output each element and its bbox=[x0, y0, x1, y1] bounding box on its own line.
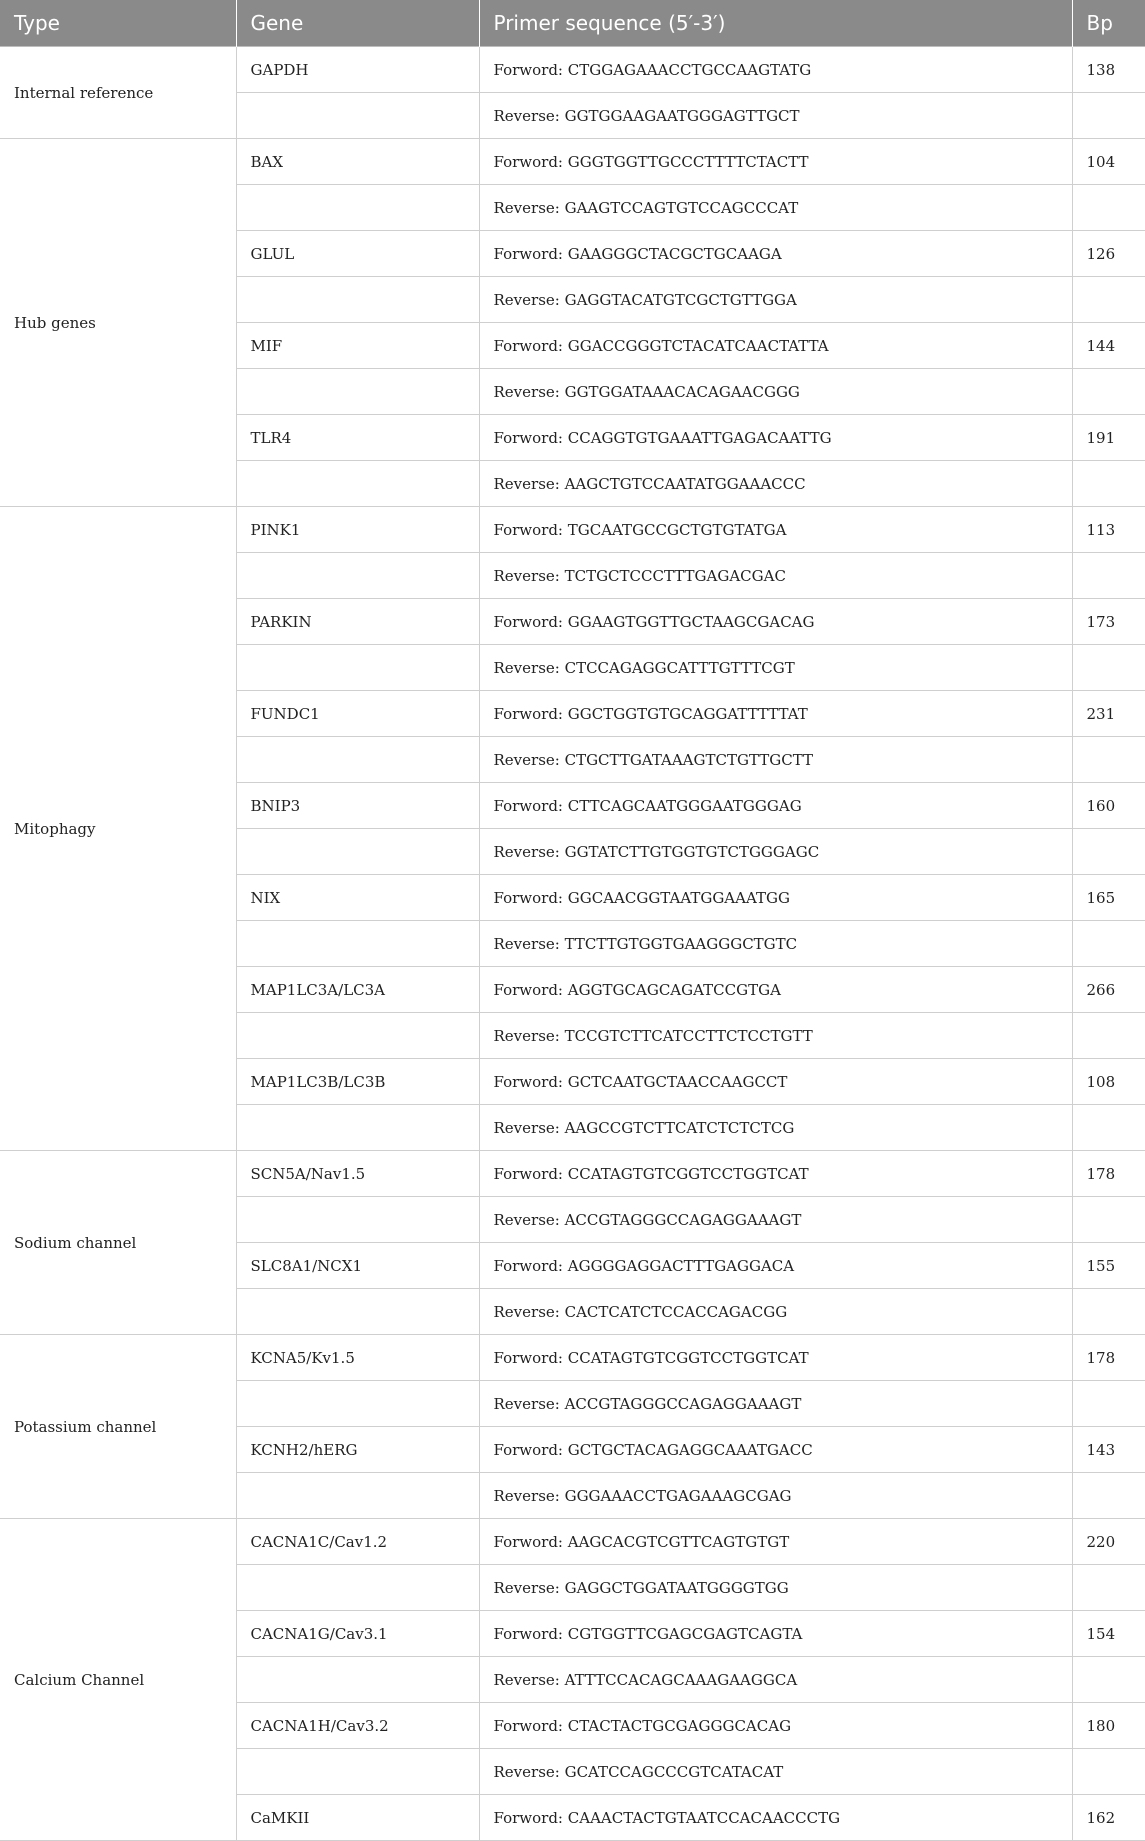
type-cell: Mitophagy bbox=[0, 507, 236, 1151]
table-row bbox=[0, 1519, 1145, 1565]
gene-cell: PINK1 bbox=[236, 507, 479, 553]
primer-cell: Forword: AGGGGAGGACTTTGAGGACA bbox=[479, 1243, 1072, 1289]
primer-cell: Forword: CGTGGTTCGAGCGAGTCAGTA bbox=[479, 1611, 1072, 1657]
bp-cell: 178 bbox=[1072, 1151, 1145, 1197]
gene-cell: CACNA1H/Cav3.2 bbox=[236, 1703, 479, 1749]
header-bp: Bp bbox=[1072, 0, 1145, 47]
gene-cell: FUNDC1 bbox=[236, 691, 479, 737]
gene-cell bbox=[236, 369, 479, 415]
gene-cell: KCNH2/hERG bbox=[236, 1427, 479, 1473]
gene-cell: MIF bbox=[236, 323, 479, 369]
bp-cell: 126 bbox=[1072, 231, 1145, 277]
bp-cell: 154 bbox=[1072, 1611, 1145, 1657]
gene-cell: BNIP3 bbox=[236, 783, 479, 829]
bp-cell bbox=[1072, 93, 1145, 139]
primer-cell: Forword: GAAGGGCTACGCTGCAAGA bbox=[479, 231, 1072, 277]
bp-cell: 173 bbox=[1072, 599, 1145, 645]
primer-cell: Reverse: TCCGTCTTCATCCTTCTCCTGTT bbox=[479, 1013, 1072, 1059]
primer-cell: Reverse: GGTATCTTGTGGTGTCTGGGAGC bbox=[479, 829, 1072, 875]
bp-cell bbox=[1072, 1749, 1145, 1795]
type-cell: Calcium Channel bbox=[0, 1519, 236, 1841]
gene-cell bbox=[236, 1381, 479, 1427]
bp-cell: 113 bbox=[1072, 507, 1145, 553]
primer-cell: Reverse: CACTCATCTCCACCAGACGG bbox=[479, 1289, 1072, 1335]
bp-cell bbox=[1072, 1657, 1145, 1703]
gene-cell: NIX bbox=[236, 875, 479, 921]
table-row bbox=[0, 1335, 1145, 1381]
gene-cell bbox=[236, 645, 479, 691]
gene-cell: GLUL bbox=[236, 231, 479, 277]
bp-cell bbox=[1072, 1473, 1145, 1519]
primer-cell: Forword: GGACCGGGTCTACATCAACTATTA bbox=[479, 323, 1072, 369]
primer-cell: Forword: CTTCAGCAATGGGAATGGGAG bbox=[479, 783, 1072, 829]
primer-cell: Reverse: GAAGTCCAGTGTCCAGCCCAT bbox=[479, 185, 1072, 231]
bp-cell bbox=[1072, 921, 1145, 967]
gene-cell bbox=[236, 1197, 479, 1243]
gene-cell bbox=[236, 277, 479, 323]
primer-cell: Reverse: GAGGCTGGATAATGGGGTGG bbox=[479, 1565, 1072, 1611]
primer-cell: Forword: TGCAATGCCGCTGTGTATGA bbox=[479, 507, 1072, 553]
primer-cell: Forword: GGGTGGTTGCCCTTTTCTACTT bbox=[479, 139, 1072, 185]
bp-cell bbox=[1072, 1381, 1145, 1427]
gene-cell bbox=[236, 1013, 479, 1059]
bp-cell: 231 bbox=[1072, 691, 1145, 737]
gene-cell bbox=[236, 921, 479, 967]
gene-cell bbox=[236, 1473, 479, 1519]
primer-cell: Forword: CCATAGTGTCGGTCCTGGTCAT bbox=[479, 1151, 1072, 1197]
type-cell: Hub genes bbox=[0, 139, 236, 507]
primer-cell: Reverse: ATTTCCACAGCAAAGAAGGCA bbox=[479, 1657, 1072, 1703]
bp-cell: 104 bbox=[1072, 139, 1145, 185]
bp-cell bbox=[1072, 277, 1145, 323]
gene-cell: SLC8A1/NCX1 bbox=[236, 1243, 479, 1289]
bp-cell bbox=[1072, 645, 1145, 691]
primer-cell: Forword: AGGTGCAGCAGATCCGTGA bbox=[479, 967, 1072, 1013]
gene-cell bbox=[236, 461, 479, 507]
gene-cell bbox=[236, 1289, 479, 1335]
gene-cell bbox=[236, 185, 479, 231]
gene-cell: MAP1LC3B/LC3B bbox=[236, 1059, 479, 1105]
primer-cell: Reverse: GCATCCAGCCCGTCATACAT bbox=[479, 1749, 1072, 1795]
gene-cell: CACNA1G/Cav3.1 bbox=[236, 1611, 479, 1657]
primer-cell: Reverse: ACCGTAGGGCCAGAGGAAAGT bbox=[479, 1381, 1072, 1427]
header-gene: Gene bbox=[236, 0, 479, 47]
primer-cell: Reverse: CTGCTTGATAAAGTCTGTTGCTT bbox=[479, 737, 1072, 783]
gene-cell: CACNA1C/Cav1.2 bbox=[236, 1519, 479, 1565]
bp-cell bbox=[1072, 1013, 1145, 1059]
bp-cell: 266 bbox=[1072, 967, 1145, 1013]
bp-cell bbox=[1072, 1289, 1145, 1335]
gene-cell bbox=[236, 829, 479, 875]
primer-cell: Reverse: AAGCCGTCTTCATCTCTCTCG bbox=[479, 1105, 1072, 1151]
gene-cell: MAP1LC3A/LC3A bbox=[236, 967, 479, 1013]
bp-cell bbox=[1072, 1565, 1145, 1611]
gene-cell: CaMKII bbox=[236, 1795, 479, 1841]
gene-cell: BAX bbox=[236, 139, 479, 185]
primer-cell: Forword: CTACTACTGCGAGGGCACAG bbox=[479, 1703, 1072, 1749]
gene-cell: GAPDH bbox=[236, 47, 479, 93]
bp-cell: 191 bbox=[1072, 415, 1145, 461]
primer-cell: Reverse: GGGAAACCTGAGAAAGCGAG bbox=[479, 1473, 1072, 1519]
primer-cell: Forword: CTGGAGAAACCTGCCAAGTATG bbox=[479, 47, 1072, 93]
bp-cell: 165 bbox=[1072, 875, 1145, 921]
table-row bbox=[0, 139, 1145, 185]
gene-cell bbox=[236, 1105, 479, 1151]
primer-cell: Reverse: GAGGTACATGTCGCTGTTGGA bbox=[479, 277, 1072, 323]
gene-cell bbox=[236, 553, 479, 599]
header-type: Type bbox=[0, 0, 236, 47]
bp-cell bbox=[1072, 1197, 1145, 1243]
bp-cell bbox=[1072, 553, 1145, 599]
primer-cell: Forword: CCAGGTGTGAAATTGAGACAATTG bbox=[479, 415, 1072, 461]
primer-cell: Reverse: TTCTTGTGGTGAAGGGCTGTC bbox=[479, 921, 1072, 967]
gene-cell: PARKIN bbox=[236, 599, 479, 645]
gene-cell bbox=[236, 737, 479, 783]
gene-cell: KCNA5/Kv1.5 bbox=[236, 1335, 479, 1381]
table-row bbox=[0, 47, 1145, 93]
gene-cell: SCN5A/Nav1.5 bbox=[236, 1151, 479, 1197]
gene-cell bbox=[236, 93, 479, 139]
type-cell: Sodium channel bbox=[0, 1151, 236, 1335]
primer-cell: Reverse: TCTGCTCCCTTTGAGACGAC bbox=[479, 553, 1072, 599]
bp-cell bbox=[1072, 1105, 1145, 1151]
bp-cell bbox=[1072, 185, 1145, 231]
gene-cell: TLR4 bbox=[236, 415, 479, 461]
bp-cell: 160 bbox=[1072, 783, 1145, 829]
primer-cell: Forword: GCTGCTACAGAGGCAAATGACC bbox=[479, 1427, 1072, 1473]
table-row bbox=[0, 1151, 1145, 1197]
gene-cell bbox=[236, 1565, 479, 1611]
type-cell: Internal reference bbox=[0, 47, 236, 139]
bp-cell: 108 bbox=[1072, 1059, 1145, 1105]
primer-cell: Reverse: AAGCTGTCCAATATGGAAACCC bbox=[479, 461, 1072, 507]
table-row bbox=[0, 507, 1145, 553]
bp-cell: 143 bbox=[1072, 1427, 1145, 1473]
bp-cell: 155 bbox=[1072, 1243, 1145, 1289]
table-header bbox=[0, 0, 1145, 47]
type-cell: Potassium channel bbox=[0, 1335, 236, 1519]
primer-cell: Forword: GGAAGTGGTTGCTAAGCGACAG bbox=[479, 599, 1072, 645]
primer-cell: Forword: GCTCAATGCTAACCAAGCCT bbox=[479, 1059, 1072, 1105]
bp-cell bbox=[1072, 829, 1145, 875]
header-primer: Primer sequence (5′-3′) bbox=[479, 0, 1072, 47]
bp-cell bbox=[1072, 737, 1145, 783]
bp-cell bbox=[1072, 369, 1145, 415]
primer-cell: Reverse: GGTGGAAGAATGGGAGTTGCT bbox=[479, 93, 1072, 139]
header-row bbox=[0, 0, 1145, 47]
primer-cell: Reverse: ACCGTAGGGCCAGAGGAAAGT bbox=[479, 1197, 1072, 1243]
primer-cell: Reverse: CTCCAGAGGCATTTGTTTCGT bbox=[479, 645, 1072, 691]
primer-cell: Forword: CAAACTACTGTAATCCACAACCCTG bbox=[479, 1795, 1072, 1841]
bp-cell: 144 bbox=[1072, 323, 1145, 369]
gene-cell bbox=[236, 1657, 479, 1703]
bp-cell: 138 bbox=[1072, 47, 1145, 93]
bp-cell: 178 bbox=[1072, 1335, 1145, 1381]
primer-cell: Forword: CCATAGTGTCGGTCCTGGTCAT bbox=[479, 1335, 1072, 1381]
bp-cell bbox=[1072, 461, 1145, 507]
bp-cell: 180 bbox=[1072, 1703, 1145, 1749]
gene-cell bbox=[236, 1749, 479, 1795]
bp-cell: 162 bbox=[1072, 1795, 1145, 1841]
primer-cell: Reverse: GGTGGATAAACACAGAACGGG bbox=[479, 369, 1072, 415]
primer-cell: Forword: GGCTGGTGTGCAGGATTTTTAT bbox=[479, 691, 1072, 737]
table-body bbox=[0, 47, 1145, 1841]
primer-cell: Forword: AAGCACGTCGTTCAGTGTGT bbox=[479, 1519, 1072, 1565]
bp-cell: 220 bbox=[1072, 1519, 1145, 1565]
primer-cell: Forword: GGCAACGGTAATGGAAATGG bbox=[479, 875, 1072, 921]
